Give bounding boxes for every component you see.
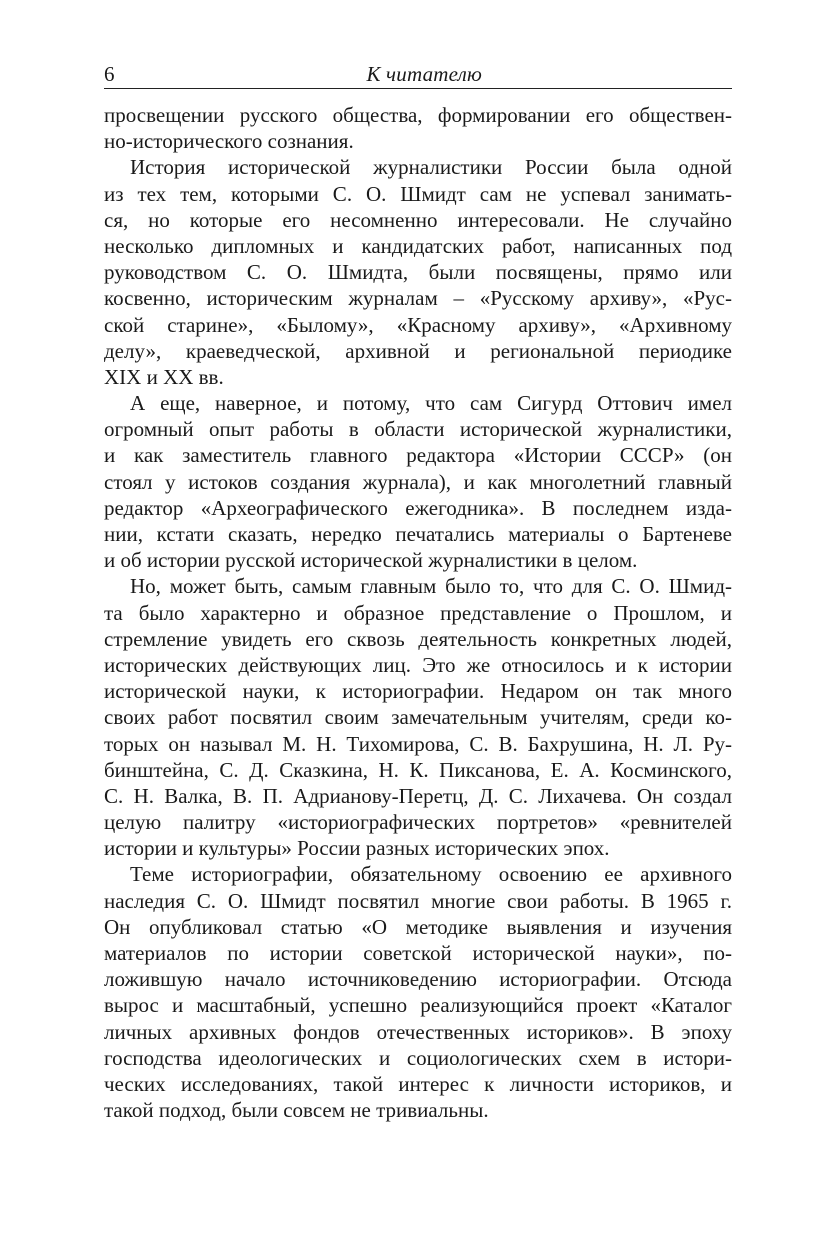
text-line: наследия С. О. Шмидт посвятил многие свои работы. В 1965 г.	[104, 888, 732, 913]
text-line: господства идеологических и социологических схем в истори-	[104, 1045, 732, 1070]
text-line: целую палитру «историографических портретов» «ревнителей	[104, 810, 732, 835]
text-line: А еще, наверное, и потому, что сам Сигурд Оттович имел	[130, 391, 732, 416]
text-line: истории и культуры» России разных исторических эпох.	[104, 836, 610, 861]
text-line: исторических действующих лиц. Это же относилось и к истории	[104, 652, 732, 677]
text-line: ческих исследованиях, такой интерес к личности историков, и	[104, 1071, 732, 1096]
text-line: косвенно, историческим журналам – «Русскому архиву», «Рус-	[104, 286, 732, 311]
text-line: ложившую начало источниковедению историографии. Отсюда	[104, 967, 732, 992]
paragraph	[104, 102, 732, 154]
text-line: Он опубликовал статью «О методике выявления и изучения	[104, 914, 732, 939]
paragraph	[104, 861, 732, 1123]
section-title: К читателю	[366, 62, 482, 86]
text-line: просвещении русского общества, формировании его обществен-	[104, 103, 732, 127]
text-line: вырос и масштабный, успешно реализующийся проект «Каталог	[104, 993, 732, 1018]
text-line: исторической науки, к историографии. Недаром он так много	[104, 679, 732, 704]
text-line: и об истории русской исторической журналистики в целом.	[104, 548, 638, 573]
paragraph	[104, 390, 732, 573]
text-line: несколько дипломных и кандидатских работ, написанных под	[104, 233, 732, 258]
text-line: личных архивных фондов отечественных историков». В эпоху	[104, 1019, 732, 1044]
text-line: ской старине», «Былому», «Красному архиву», «Архивному	[104, 312, 732, 337]
text-line: стоял у истоков создания журнала), и как многолетний главный	[104, 469, 732, 494]
text-line: та было характерно и образное представление о Прошлом, и	[104, 600, 732, 625]
text-line: Теме историографии, обязательному освоению ее архивного	[130, 862, 732, 887]
text-line: Но, может быть, самым главным было то, что для С. О. Шмид-	[130, 574, 732, 599]
text-line: История исторической журналистики России была одной	[130, 155, 732, 180]
text-line: но-исторического сознания.	[104, 129, 354, 154]
text-line: бинштейна, С. Д. Сказкина, Н. К. Пиксанова, Е. А. Косминского,	[104, 757, 732, 782]
text-line: такой подход, были совсем не тривиальны.	[104, 1098, 489, 1123]
page-number: 6	[104, 62, 115, 86]
text-line: стремление увидеть его сквозь деятельность конкретных людей,	[104, 626, 732, 651]
text-line: огромный опыт работы в области исторической журналистики,	[104, 417, 732, 442]
text-line: материалов по истории советской исторической науки», по-	[104, 941, 732, 965]
text-line: торых он называл М. Н. Тихомирова, С. В. Бахрушина, Н. Л. Ру-	[104, 731, 732, 756]
text-line: руководством С. О. Шмидта, были посвящены, прямо или	[104, 260, 732, 285]
running-header	[104, 60, 732, 89]
text-line: делу», краеведческой, архивной и региональной периодике	[104, 338, 732, 363]
paragraph	[104, 573, 732, 861]
body-text	[104, 102, 732, 1123]
text-line: XIX и XX вв.	[104, 364, 224, 389]
text-line: нии, кстати сказать, нередко печатались материалы о Бартеневе	[104, 522, 732, 546]
text-line: и как заместитель главного редактора «Истории СССР» (он	[104, 443, 732, 468]
text-line: из тех тем, которыми С. О. Шмидт сам не успевал занимать-	[104, 181, 732, 206]
text-line: редактор «Археографического ежегодника». В последнем изда-	[104, 495, 732, 520]
text-line: С. Н. Валка, В. П. Адрианову-Перетц, Д. С. Лихачева. Он создал	[104, 783, 732, 808]
text-line: ся, но которые его несомненно интересовали. Не случайно	[104, 207, 732, 232]
text-line: своих работ посвятил своим замечательным учителям, среди ко-	[104, 705, 732, 730]
paragraph	[104, 154, 732, 390]
